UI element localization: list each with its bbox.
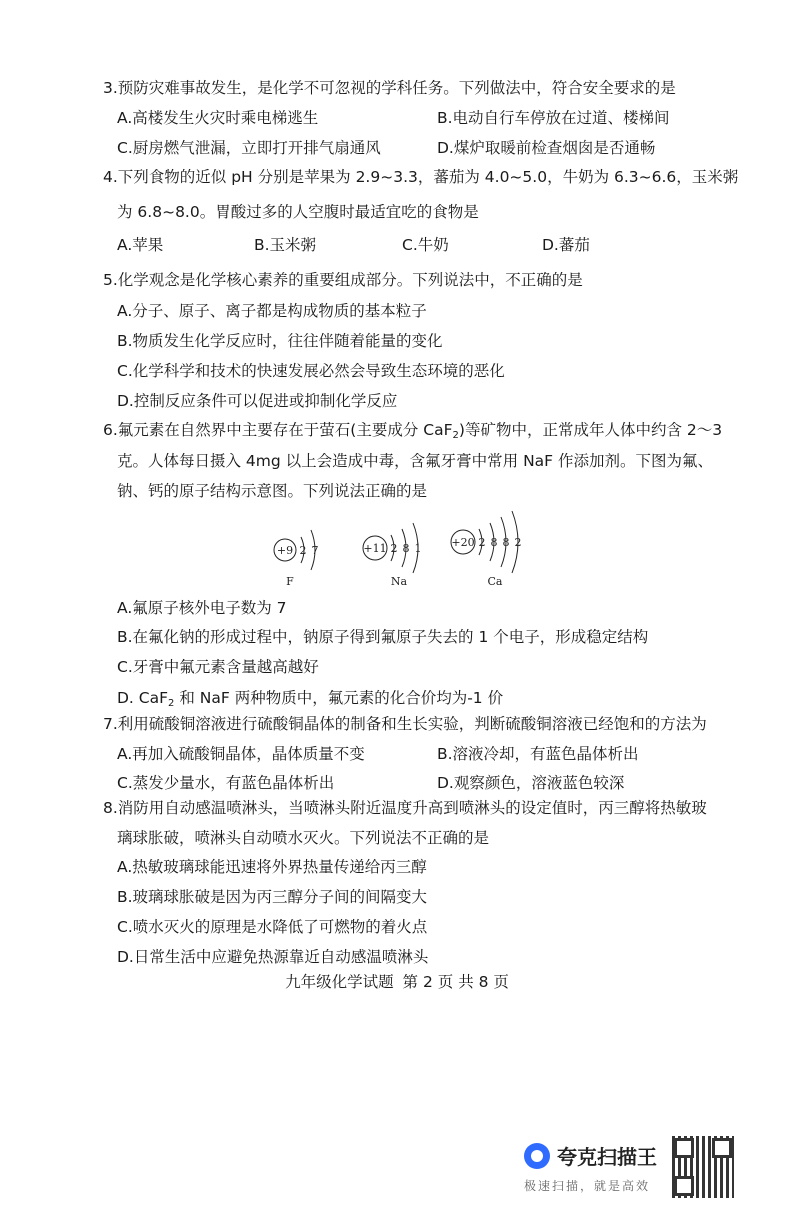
q5-option-c: C.化学科学和技术的快速发展必然会导致生态环境的恶化 — [117, 362, 505, 380]
q4-option-c: C.牛奶 — [402, 236, 449, 254]
q6-stem-line2: 克。人体每日摄入 4mg 以上会造成中毒，含氟牙膏中常用 NaF 作添加剂。下图为氟、 — [117, 452, 714, 470]
shell-electrons: 2 — [478, 536, 486, 549]
shell-electrons: 2 — [390, 542, 398, 555]
q7-option-d: D.观察颜色，溶液蓝色较深 — [437, 774, 625, 792]
atom-label: Ca — [487, 575, 503, 588]
q3-option-b: B.电动自行车停放在过道、楼梯间 — [437, 109, 670, 127]
nucleus-charge: +9 — [276, 544, 294, 557]
q5-stem: 5.化学观念是化学核心素养的重要组成部分。下列说法中，不正确的是 — [103, 271, 583, 289]
qr-code-icon — [672, 1136, 734, 1198]
q7-option-c: C.蒸发少量水，有蓝色晶体析出 — [117, 774, 335, 792]
q5-option-a: A.分子、原子、离子都是构成物质的基本粒子 — [117, 302, 427, 320]
q3-option-d: D.煤炉取暖前检查烟囱是否通畅 — [437, 139, 656, 157]
q8-option-d: D.日常生活中应避免热源靠近自动感温喷淋头 — [117, 948, 429, 966]
q6-stem-text: 6.氟元素在自然界中主要存在于萤石(主要成分 CaF — [103, 421, 453, 439]
q4-option-a: A.苹果 — [117, 236, 164, 254]
atom-f — [274, 530, 319, 588]
q3-stem: 3.预防灾难事故发生，是化学不可忽视的学科任务。下列做法中，符合安全要求的是 — [103, 79, 676, 97]
shell-electrons: 2 — [514, 536, 522, 549]
q8-stem-line2: 璃球胀破，喷淋头自动喷水灭火。下列说法不正确的是 — [117, 829, 490, 847]
nucleus-charge: +20 — [451, 536, 475, 549]
shell-electrons: 8 — [502, 536, 510, 549]
q7-option-a: A.再加入硫酸铜晶体，晶体质量不变 — [117, 745, 365, 763]
q6-option-d-text: 和 NaF 两种物质中，氟元素的化合价均为-1 价 — [174, 689, 504, 707]
q8-option-c: C.喷水灭火的原理是水降低了可燃物的着火点 — [117, 918, 428, 936]
q4-stem-line1: 4.下列食物的近似 pH 分别是苹果为 2.9~3.3，蕃茄为 4.0~5.0，牛奶为 6.3~6.6，玉米粥 — [103, 168, 739, 186]
q4-option-b: B.玉米粥 — [254, 236, 317, 254]
q8-option-b: B.玻璃球胀破是因为丙三醇分子间的间隔变大 — [117, 888, 428, 906]
q3-option-a: A.高楼发生火灾时乘电梯逃生 — [117, 109, 319, 127]
q5-option-b: B.物质发生化学反应时，往往伴随着能量的变化 — [117, 332, 443, 350]
atomic-structure-diagram — [265, 505, 545, 590]
q8-stem-line1: 8.消防用自动感温喷淋头，当喷淋头附近温度升高到喷淋头的设定值时，丙三醇将热敏玻 — [103, 799, 707, 817]
shell-electrons: 8 — [402, 542, 410, 555]
scanner-logo-icon — [524, 1143, 550, 1169]
footer-subject: 九年级化学试题 — [285, 973, 394, 991]
q5-option-d: D.控制反应条件可以促进或抑制化学反应 — [117, 392, 398, 410]
q8-option-a: A.热敏玻璃球能迅速将外界热量传递给丙三醇 — [117, 858, 427, 876]
q4-stem-line2: 为 6.8~8.0。胃酸过多的人空腹时最适宜吃的食物是 — [117, 203, 479, 221]
watermark-slogan: 极速扫描，就是高效 — [524, 1179, 651, 1193]
q6-stem-text: )等矿物中，正常成年人体中约含 2～3 — [458, 421, 723, 439]
q7-stem: 7.利用硫酸铜溶液进行硫酸铜晶体的制备和生长实验，判断硫酸铜溶液已经饱和的方法为 — [103, 715, 707, 733]
q4-option-d: D.蕃茄 — [542, 236, 590, 254]
q3-option-c: C.厨房燃气泄漏，立即打开排气扇通风 — [117, 139, 381, 157]
q6-stem-line1 — [103, 420, 722, 440]
shell-electrons: 2 — [299, 544, 307, 557]
q6-option-d — [117, 688, 503, 708]
q6-option-c: C.牙膏中氟元素含量越高越好 — [117, 658, 319, 676]
shell-electrons: 8 — [490, 536, 498, 549]
atom-ca — [451, 511, 522, 588]
q6-subscript: 2 — [168, 698, 175, 709]
q6-option-a: A.氟原子核外电子数为 7 — [117, 599, 287, 617]
shell-electrons: 7 — [311, 544, 319, 557]
atom-na — [363, 523, 422, 588]
scanner-watermark — [524, 1141, 734, 1197]
shell-electrons: 1 — [414, 542, 422, 555]
atom-label: Na — [390, 575, 408, 588]
watermark-title: 夸克扫描王 — [557, 1145, 657, 1169]
q6-subscript: 2 — [452, 430, 459, 441]
q6-stem-line3: 钠、钙的原子结构示意图。下列说法正确的是 — [117, 482, 428, 500]
nucleus-charge: +11 — [363, 542, 387, 555]
footer-page-number: 第 2 页 共 8 页 — [402, 973, 509, 991]
q7-option-b: B.溶液冷却，有蓝色晶体析出 — [437, 745, 639, 763]
q6-option-d-text: D. CaF — [117, 689, 169, 707]
atom-label: F — [286, 575, 294, 588]
q6-option-b: B.在氟化钠的形成过程中，钠原子得到氟原子失去的 1 个电子，形成稳定结构 — [117, 628, 649, 646]
page-footer — [0, 970, 794, 992]
